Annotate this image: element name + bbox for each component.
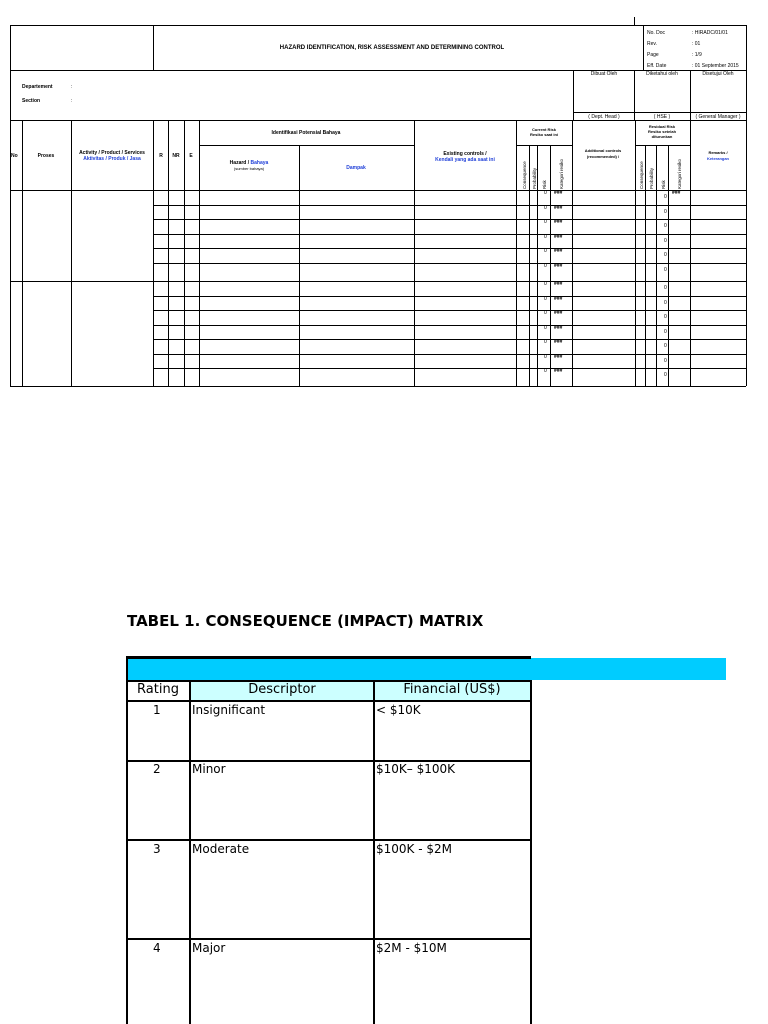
header-res-kategori: Kategori resiko xyxy=(677,158,682,189)
matrix-descriptor-3: Moderate xyxy=(192,842,250,856)
doc-no-value: : HIRADC/01/01 xyxy=(692,30,728,36)
current-risk-value: 0 xyxy=(544,219,547,225)
header-existing: Existing controls / xyxy=(443,151,487,157)
current-risk-category: ### xyxy=(554,248,563,254)
header-identifikasi: Identifikasi Potensial Bahaya xyxy=(271,130,341,136)
row-line xyxy=(153,296,746,297)
matrix-header-rating: Rating xyxy=(137,682,179,697)
residual-risk-value: 0 xyxy=(664,300,667,306)
residual-risk-value: 0 xyxy=(664,285,667,291)
rev-value: : 01 xyxy=(692,41,701,47)
current-risk-value: 0 xyxy=(544,248,547,254)
header-current-risk: Current Risk xyxy=(531,127,557,132)
current-risk-value: 0 xyxy=(544,325,547,331)
col-activity xyxy=(153,120,154,386)
page-value: : 1/9 xyxy=(692,52,702,58)
section-label: Section xyxy=(22,98,41,104)
header-residual-id2: diturunkan xyxy=(651,134,673,139)
form-divider-title xyxy=(10,70,746,71)
form-title: HAZARD IDENTIFICATION, RISK ASSESSMENT AND DETERMINING CONTROL xyxy=(279,45,505,51)
row-line xyxy=(153,325,746,326)
matrix-rating-4: 4 xyxy=(153,941,161,955)
col-dampak xyxy=(414,120,415,386)
rev-label: Rev. xyxy=(647,41,657,47)
current-risk-category: ### xyxy=(554,219,563,225)
current-risk-value: 0 xyxy=(544,281,547,287)
header-r: R xyxy=(159,153,163,159)
current-risk-category: ### xyxy=(554,354,563,360)
col-res-consequence xyxy=(645,145,646,386)
current-risk-category: ### xyxy=(554,339,563,345)
col-kategori xyxy=(572,120,573,386)
form-border-bottom xyxy=(10,386,746,387)
current-risk-value: 0 xyxy=(544,263,547,269)
current-risk-value: 0 xyxy=(544,296,547,302)
col-proses xyxy=(71,120,72,386)
current-risk-category: ### xyxy=(554,205,563,211)
header-existing-id: Kendali yang ada saat ini xyxy=(435,157,495,163)
current-risk-value: 0 xyxy=(544,234,547,240)
header-additional: Additional controls xyxy=(584,148,622,153)
current-risk-category: ### xyxy=(554,263,563,269)
header-res-risk: Risk xyxy=(661,180,666,189)
matrix-financial-3: $100K - $2M xyxy=(376,842,452,856)
current-risk-value: 0 xyxy=(544,190,547,196)
matrix-title: TABEL 1. CONSEQUENCE (IMPACT) MATRIX xyxy=(127,612,484,630)
matrix-row2-bottom xyxy=(126,839,532,841)
current-risk-value: 0 xyxy=(544,205,547,211)
doc-no-label: No. Doc xyxy=(647,30,666,36)
col-existing xyxy=(516,120,517,386)
sig-diketahui-role: ( HSE ) xyxy=(653,114,671,120)
matrix-header-descriptor: Descriptor xyxy=(248,682,316,697)
header-proses: Proses xyxy=(37,153,55,159)
matrix-row1-bottom xyxy=(126,760,532,762)
current-risk-value: 0 xyxy=(544,354,547,360)
row-line xyxy=(153,219,746,220)
matrix-financial-1: < $10K xyxy=(376,703,421,717)
header-current-risk-id: Resiko saat ini xyxy=(529,132,559,137)
departement-label: Departement xyxy=(22,84,53,90)
col-e xyxy=(199,120,200,386)
current-risk-category: ### xyxy=(554,234,563,240)
row-line xyxy=(153,310,746,311)
row-line xyxy=(153,234,746,235)
header-probability: Probability xyxy=(532,167,537,189)
group-divider xyxy=(10,281,153,282)
col-consequence xyxy=(529,145,530,386)
col-hazard xyxy=(299,145,300,386)
header-remarks-id: Keterangan xyxy=(706,156,730,161)
form-border-left xyxy=(10,25,11,386)
residual-risk-value: 0 xyxy=(664,329,667,335)
header-nr: NR xyxy=(172,153,180,159)
sig-dibuat-role: ( Dept. Head ) xyxy=(588,114,620,120)
header-residual-id1: Resiko setelah xyxy=(647,129,677,134)
col-no xyxy=(22,120,23,386)
residual-risk-value: 0 xyxy=(664,358,667,364)
residual-risk-value: 0 xyxy=(664,314,667,320)
header-consequence: Consequence xyxy=(522,161,527,189)
matrix-row3-bottom xyxy=(126,938,532,940)
current-risk-category: ### xyxy=(554,190,563,196)
header-residual: Residual Risk xyxy=(648,124,676,129)
col-res-kategori xyxy=(690,120,691,386)
matrix-descriptor-4: Major xyxy=(192,941,226,955)
matrix-header-financial: Financial (US$) xyxy=(403,682,501,697)
residual-risk-value: 0 xyxy=(664,372,667,378)
matrix-rating-2: 2 xyxy=(153,762,161,776)
residual-risk-value: 0 xyxy=(664,223,667,229)
col-probability xyxy=(537,145,538,386)
residual-risk-value: 0 xyxy=(664,209,667,215)
residual-risk-value: 0 xyxy=(664,252,667,258)
tick-mark xyxy=(634,17,635,25)
identifikasi-underline xyxy=(199,145,414,146)
title-right-divider xyxy=(643,25,644,70)
col-r xyxy=(168,120,169,386)
current-risk-underline xyxy=(516,145,572,146)
row-line xyxy=(153,263,746,264)
residual-risk-value: 0 xyxy=(664,267,667,273)
col-res-probability xyxy=(656,145,657,386)
matrix-financial-4: $2M - $10M xyxy=(376,941,447,955)
current-risk-value: 0 xyxy=(544,339,547,345)
sig-diketahui-title: Diketahui oleh xyxy=(646,71,678,77)
matrix-col-descriptor xyxy=(373,680,375,1024)
col-additional xyxy=(635,120,636,386)
current-risk-value: 0 xyxy=(544,368,547,374)
header-dampak: Dampak xyxy=(346,165,366,171)
col-res-risk xyxy=(668,145,669,386)
header-activity: Activity / Product / Services xyxy=(79,150,145,156)
section-colon: : xyxy=(71,98,73,104)
header-risk: Risk xyxy=(542,180,547,189)
matrix-rating-3: 3 xyxy=(153,842,161,856)
eff-date-value: : 01 September 2015 xyxy=(692,63,739,69)
matrix-rating-1: 1 xyxy=(153,703,161,717)
row-line xyxy=(153,339,746,340)
residual-risk-category: ### xyxy=(672,190,681,196)
eff-date-label: Eff. Date xyxy=(647,63,667,69)
matrix-band xyxy=(126,658,726,680)
matrix-descriptor-2: Minor xyxy=(192,762,226,776)
current-risk-value: 0 xyxy=(544,310,547,316)
row-line xyxy=(153,205,746,206)
col-risk xyxy=(550,145,551,386)
header-kategori: Kategori resiko xyxy=(559,158,564,189)
header-res-consequence: Consequence xyxy=(639,161,644,189)
matrix-descriptor-1: Insignificant xyxy=(192,703,266,717)
sig-disetujui-title: Disetujui Oleh xyxy=(702,71,734,77)
matrix-top-border xyxy=(126,656,531,659)
form-border-right xyxy=(746,25,747,386)
current-risk-category: ### xyxy=(554,325,563,331)
header-activity-id: Aktivitas / Produk / Jasa xyxy=(83,156,141,162)
page-label: Page xyxy=(647,52,659,58)
row-line xyxy=(153,354,746,355)
header-hazard-sub: (sumber bahaya) xyxy=(233,166,265,171)
residual-risk-value: 0 xyxy=(664,194,667,200)
title-left-divider xyxy=(153,25,154,70)
residual-risk-underline xyxy=(635,145,690,146)
header-e: E xyxy=(189,153,193,159)
matrix-header-bottom xyxy=(126,700,532,702)
current-risk-category: ### xyxy=(554,310,563,316)
header-remarks: Remarks / xyxy=(708,150,728,155)
header-additional-sub: (recommended) / xyxy=(586,154,620,159)
header-res-probability: Probability xyxy=(649,167,654,189)
matrix-financial-2: $10K– $100K xyxy=(376,762,455,776)
header-hazard-id: Bahaya xyxy=(250,160,269,166)
form-border-top xyxy=(10,25,746,26)
departement-colon: : xyxy=(71,84,73,90)
col-nr xyxy=(184,120,185,386)
sig-disetujui-role: ( General Manager ) xyxy=(695,114,741,120)
header-no: No xyxy=(11,153,18,159)
current-risk-category: ### xyxy=(554,281,563,287)
matrix-col-rating xyxy=(189,680,191,1024)
sig-dibuat-title: Dibuat Oleh xyxy=(590,71,618,77)
residual-risk-value: 0 xyxy=(664,343,667,349)
current-risk-category: ### xyxy=(554,296,563,302)
residual-risk-value: 0 xyxy=(664,238,667,244)
row-line xyxy=(153,248,746,249)
current-risk-category: ### xyxy=(554,368,563,374)
header-hazard: Hazard / xyxy=(229,160,250,166)
row-line xyxy=(153,281,746,282)
matrix-right-border xyxy=(530,680,532,1024)
row-line xyxy=(153,368,746,369)
sig-role-line xyxy=(573,112,746,113)
